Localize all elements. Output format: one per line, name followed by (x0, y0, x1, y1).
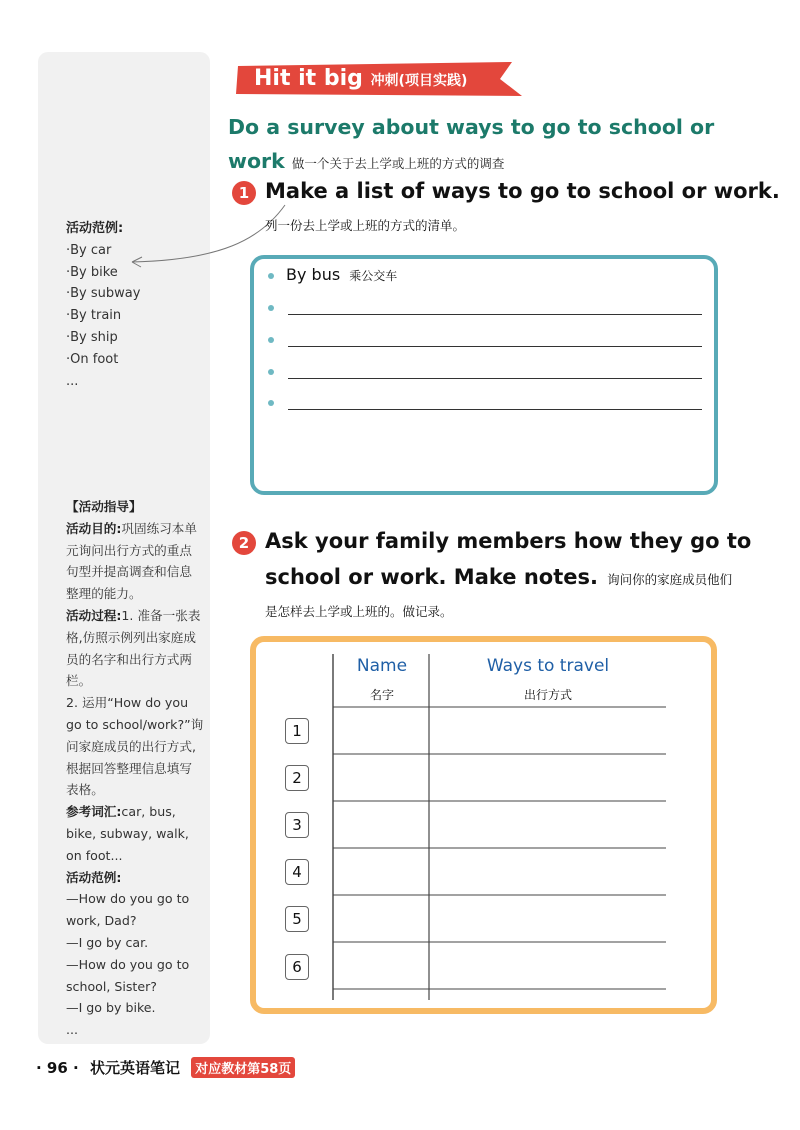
banner-subtitle: 冲刺(项目实践) (370, 73, 468, 89)
list-bullet-icon (268, 369, 274, 375)
example-item: ·By car (66, 242, 112, 258)
section-banner (232, 62, 522, 96)
example-item: ·By train (66, 308, 122, 324)
example-item: ·On foot (66, 351, 119, 367)
goal-text: 巩固练习本单元询问出行方式的重点句型并提高调查和信息整理的能力。 (66, 520, 197, 602)
activity-guide (66, 496, 204, 1041)
list-example-item (286, 265, 397, 284)
row-number: 3 (285, 812, 309, 838)
column-header-name-cn: 名字 (369, 688, 394, 702)
step-2-instruction-line2 (265, 565, 732, 589)
list-box (250, 255, 718, 495)
example-item: ·By ship (66, 329, 118, 345)
row-number: 4 (285, 859, 309, 885)
step-2-instruction-cn-a: 询问你的家庭成员他们 (607, 572, 733, 587)
guide-process (66, 605, 204, 692)
row-number: 5 (285, 906, 309, 932)
column-header-ways-cn: 出行方式 (523, 688, 572, 702)
step-1-instruction: Make a list of ways to go to school or work. (265, 179, 780, 203)
dialogue-line: —How do you go to school, Sister? (66, 956, 190, 994)
step-1-badge: 1 (232, 181, 256, 205)
guide-vocab (66, 801, 204, 866)
step-1-instruction-cn: 列一份去上学或上班的方式的清单。 (265, 218, 466, 233)
page-footer (36, 1057, 295, 1078)
step-2-badge: 2 (232, 531, 256, 555)
process-label: 活动过程: (66, 607, 122, 623)
page-number: · 96 · (36, 1059, 79, 1077)
dialogue-line: —I go by car. (66, 934, 149, 950)
step-2-instruction-en: school or work. Make notes. (265, 565, 598, 589)
example2-label: 活动范例: (66, 869, 122, 885)
dialogue-line: ... (66, 1022, 79, 1038)
row-number: 2 (285, 765, 309, 791)
survey-title (228, 110, 748, 181)
textbook-reference: 对应教材第58页 (191, 1057, 295, 1078)
vocab-label: 参考词汇: (66, 804, 122, 820)
process-step-1: 1. 准备一张表格,仿照示例列出家庭成员的名字和出行方式两栏。 (66, 607, 201, 689)
vocab-text: car, bus, bike, subway, walk, on foot... (66, 804, 189, 863)
survey-title-en: Do a survey about ways to go to school or work (228, 115, 715, 173)
example-label: 活动范例: (66, 221, 124, 236)
survey-title-cn: 做一个关于去上学或上班的方式的调查 (291, 156, 505, 171)
step-2-instruction-line1: Ask your family members how they go to (265, 529, 752, 553)
dialogue-line: —How do you go to work, Dad? (66, 891, 190, 929)
banner-title: Hit it big (254, 66, 363, 91)
list-example-cn: 乘公交车 (349, 269, 398, 283)
list-bullet-icon (268, 305, 274, 311)
process-step-2: 2. 运用“How do you go to school/work?”询问家庭成员的出行方式,根据回答整理信息填写表格。 (66, 695, 204, 798)
goal-label: 活动目的: (66, 520, 122, 536)
guide-goal (66, 518, 204, 605)
column-header-ways: Ways to travel (486, 656, 610, 676)
row-number: 6 (285, 954, 309, 980)
list-bullet-icon (268, 337, 274, 343)
guide-title: 【活动指导】 (66, 499, 142, 514)
row-number: 1 (285, 718, 309, 744)
example-item: ·By bike (66, 264, 118, 280)
step-2-instruction-cn-b: 是怎样去上学或上班的。做记录。 (265, 604, 453, 619)
book-title: 状元英语笔记 (89, 1059, 180, 1077)
list-bullet-icon (268, 266, 280, 286)
example-item: ·By subway (66, 286, 141, 302)
dialogue-line: —I go by bike. (66, 1000, 156, 1016)
example-item: ... (66, 373, 79, 389)
column-header-name: Name (356, 656, 408, 676)
list-example-en: By bus (286, 265, 341, 284)
list-bullet-icon (268, 400, 274, 406)
